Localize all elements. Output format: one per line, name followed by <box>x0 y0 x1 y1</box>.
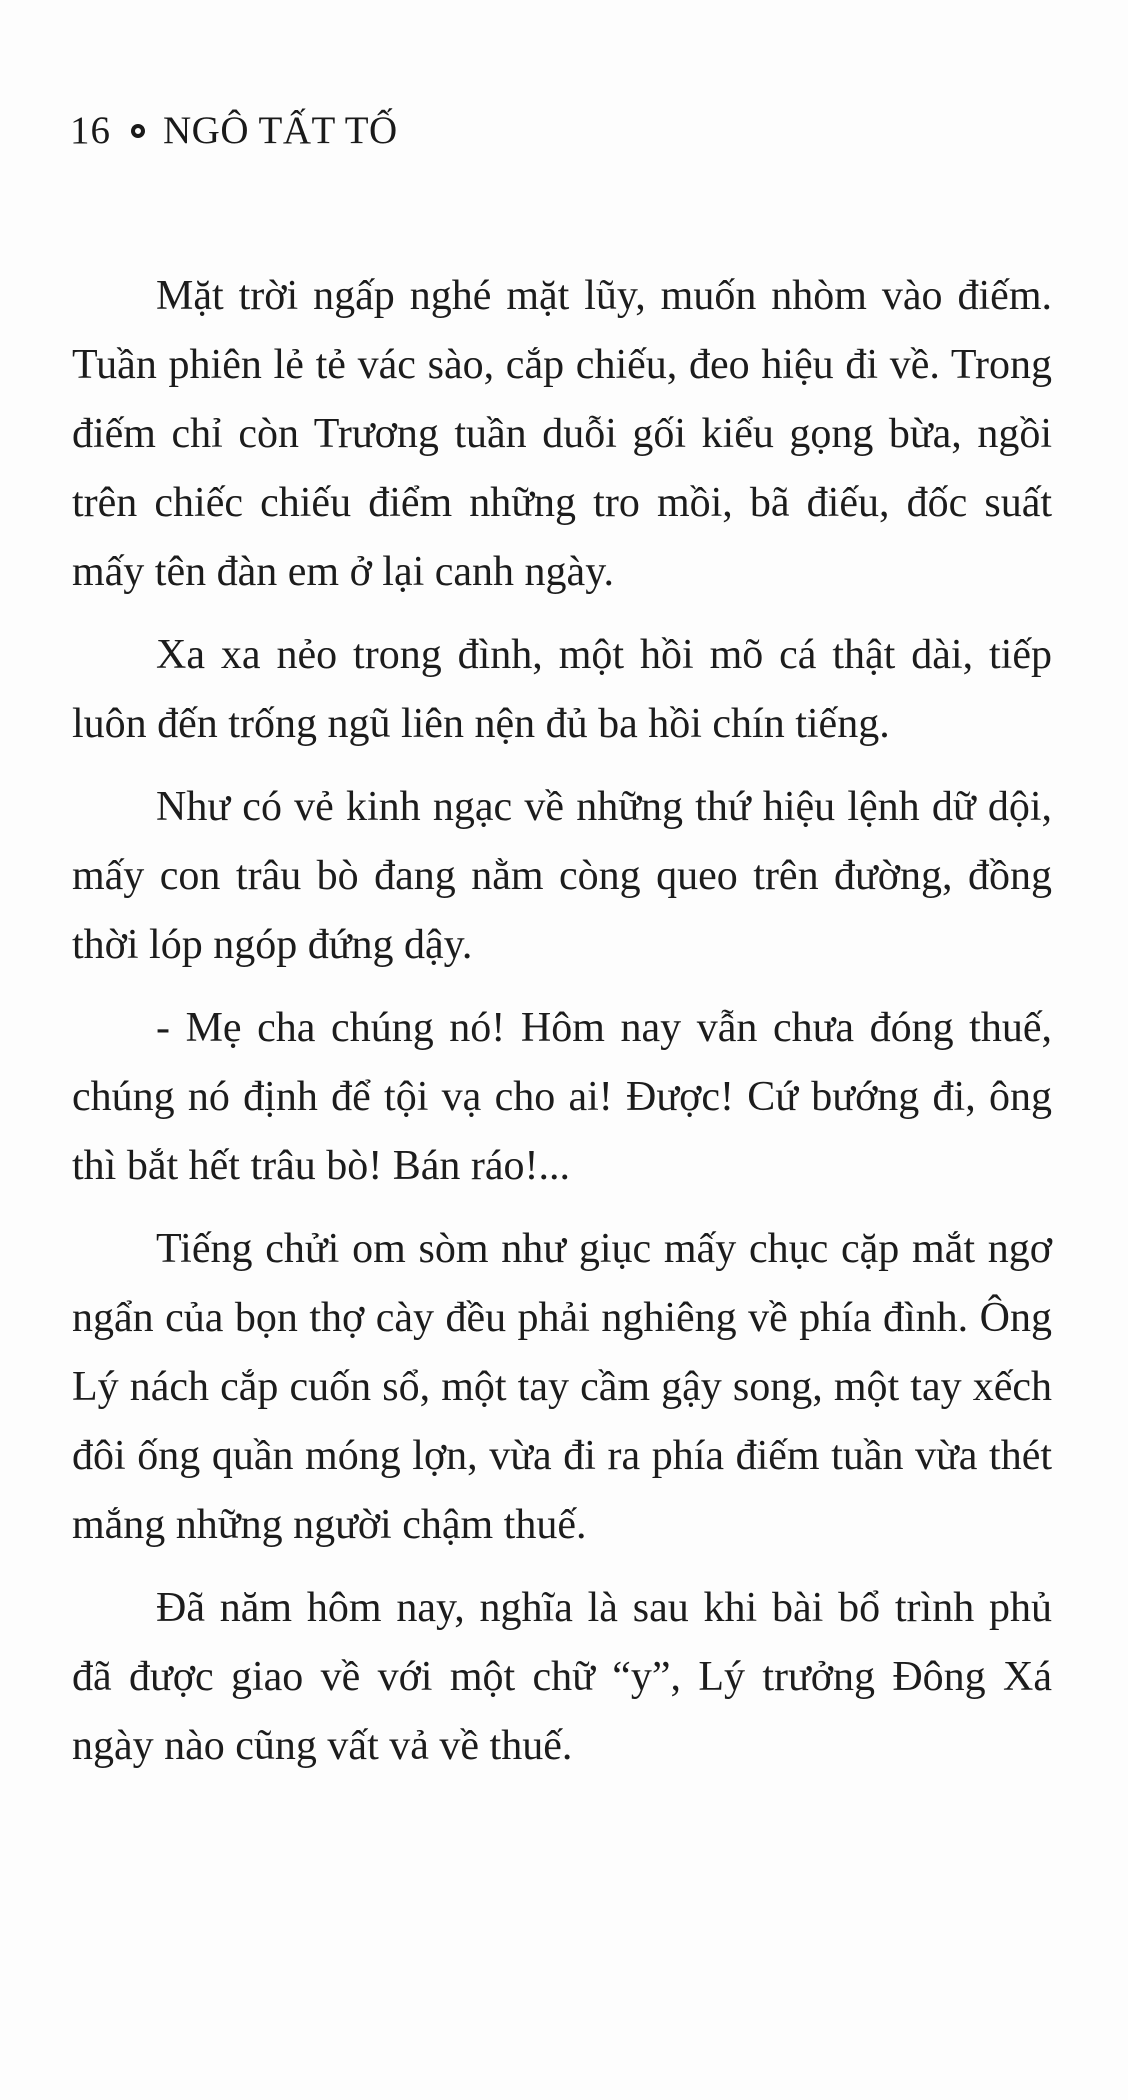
body-text <box>72 262 1052 1781</box>
bullet-icon <box>131 124 145 138</box>
page-number: 16 <box>70 109 111 152</box>
paragraph: Xa xa nẻo trong đình, một hồi mõ cá thật dài, tiếp luôn đến trống ngũ liên nện đủ ba hồi chín tiếng. <box>72 632 1052 747</box>
paragraph: - Mẹ cha chúng nó! Hôm nay vẫn chưa đóng thuế, chúng nó định để tội vạ cho ai! Được! Cứ bướng đi, ông thì bắt hết trâu bò! Bán ráo!... <box>72 1005 1052 1189</box>
running-header <box>70 108 398 153</box>
paragraph: Như có vẻ kinh ngạc về những thứ hiệu lệnh dữ dội, mấy con trâu bò đang nằm còng queo trên đường, đồng thời lóp ngóp đứng dậy. <box>72 784 1052 968</box>
paragraph: Mặt trời ngấp nghé mặt lũy, muốn nhòm vào điếm. Tuần phiên lẻ tẻ vác sào, cắp chiếu, đeo hiệu đi về. Trong điếm chỉ còn Trương tuần duỗi gối kiểu gọng bừa, ngồi trên chiếc chiếu điểm những tro mồi, bã điếu, đốc suất mấy tên đàn em ở lại canh ngày. <box>72 273 1052 595</box>
author-name: NGÔ TẤT TỐ <box>163 109 398 152</box>
paragraph: Tiếng chửi om sòm như giục mấy chục cặp mắt ngơ ngẩn của bọn thợ cày đều phải nghiêng về phía đình. Ông Lý nách cắp cuốn sổ, một tay cầm gậy song, một tay xếch đôi ống quần móng lợn, vừa đi ra phía điếm tuần vừa thét mắng những người chậm thuế. <box>72 1226 1052 1548</box>
paragraph: Đã năm hôm nay, nghĩa là sau khi bài bổ trình phủ đã được giao về với một chữ “y”, Lý trưởng Đông Xá ngày nào cũng vất vả về thuế. <box>72 1585 1052 1769</box>
